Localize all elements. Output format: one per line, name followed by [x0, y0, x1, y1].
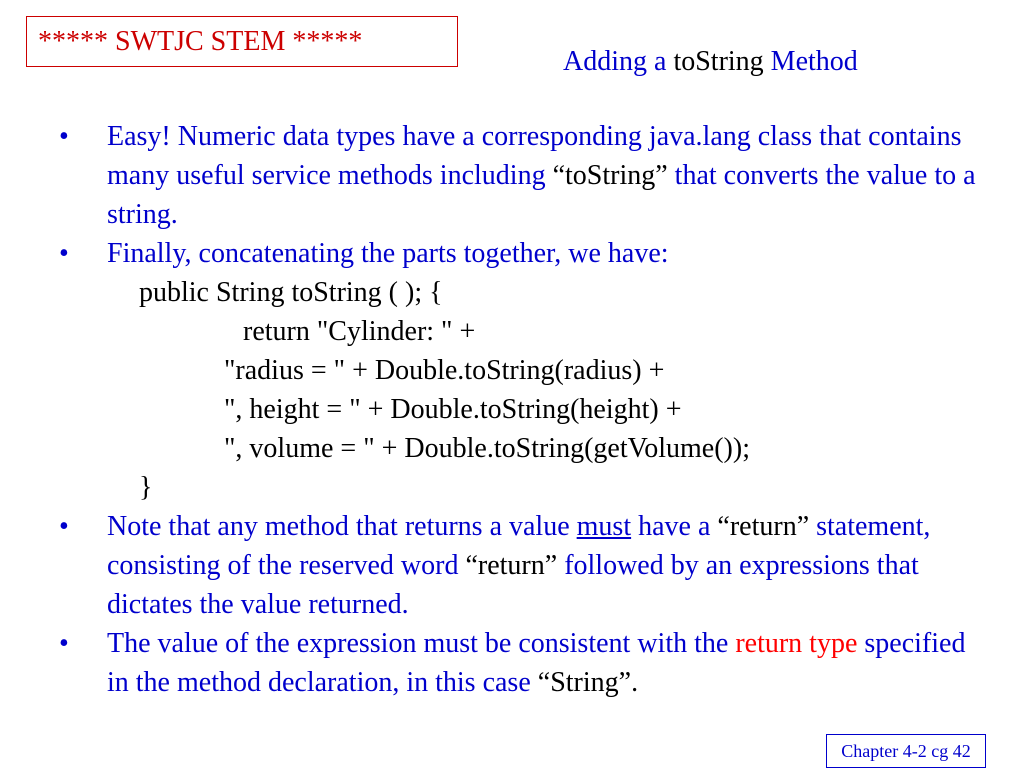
bullet-3-part: statement, consisting of the reserved word	[107, 511, 931, 581]
code-line-4: ", height = " + Double.toString(height) +	[224, 394, 682, 425]
bullet-1-part: that converts the value to a string.	[107, 160, 976, 230]
bullet-1-keyword: “toString”	[552, 160, 668, 191]
bullet-marker: •	[59, 121, 69, 152]
code-line-5: ", volume = " + Double.toString(getVolume());	[224, 433, 750, 464]
bullet-3-text	[107, 507, 987, 624]
code-line-6: }	[139, 472, 153, 503]
bullet-marker: •	[59, 238, 69, 269]
bullet-4-highlight: return type	[735, 628, 858, 659]
code-line-3: "radius = " + Double.toString(radius) +	[224, 355, 665, 386]
bullet-4-keyword: “String”.	[537, 667, 639, 698]
title-part-method: Method	[770, 46, 858, 77]
bullet-3-part: followed by an expressions that dictates the value returned.	[107, 550, 919, 620]
bullet-marker: •	[59, 511, 69, 542]
bullet-3-emphasis: must	[576, 511, 632, 542]
code-line-2: return "Cylinder: " +	[243, 316, 476, 347]
bullet-marker: •	[59, 628, 69, 659]
footer-chapter-label: Chapter 4-2 cg 42	[826, 734, 986, 768]
bullet-1-text	[107, 117, 987, 234]
bullet-4-text	[107, 624, 987, 702]
bullet-1-part: Easy! Numeric data types have a corresponding java.lang class that contains many useful service methods including	[107, 121, 962, 191]
title-part-tostring: toString	[673, 46, 764, 77]
bullet-2-part: Finally, concatenating the parts together, we have:	[107, 238, 669, 269]
slide-title	[563, 44, 858, 80]
code-line-1: public String toString ( ); {	[139, 277, 443, 308]
title-part-adding: Adding a	[563, 46, 667, 77]
bullet-3-keyword: “return”	[717, 511, 810, 542]
bullet-3-part: Note that any method that returns a value	[107, 511, 577, 542]
bullet-3-keyword: “return”	[465, 550, 558, 581]
bullet-4-part: specified in the method declaration, in this case	[107, 628, 966, 698]
bullet-2-text	[107, 234, 987, 273]
bullet-4-part: The value of the expression must be consistent with the	[107, 628, 736, 659]
bullet-3-part: have a	[631, 511, 718, 542]
course-badge: ***** SWTJC STEM *****	[26, 16, 458, 67]
